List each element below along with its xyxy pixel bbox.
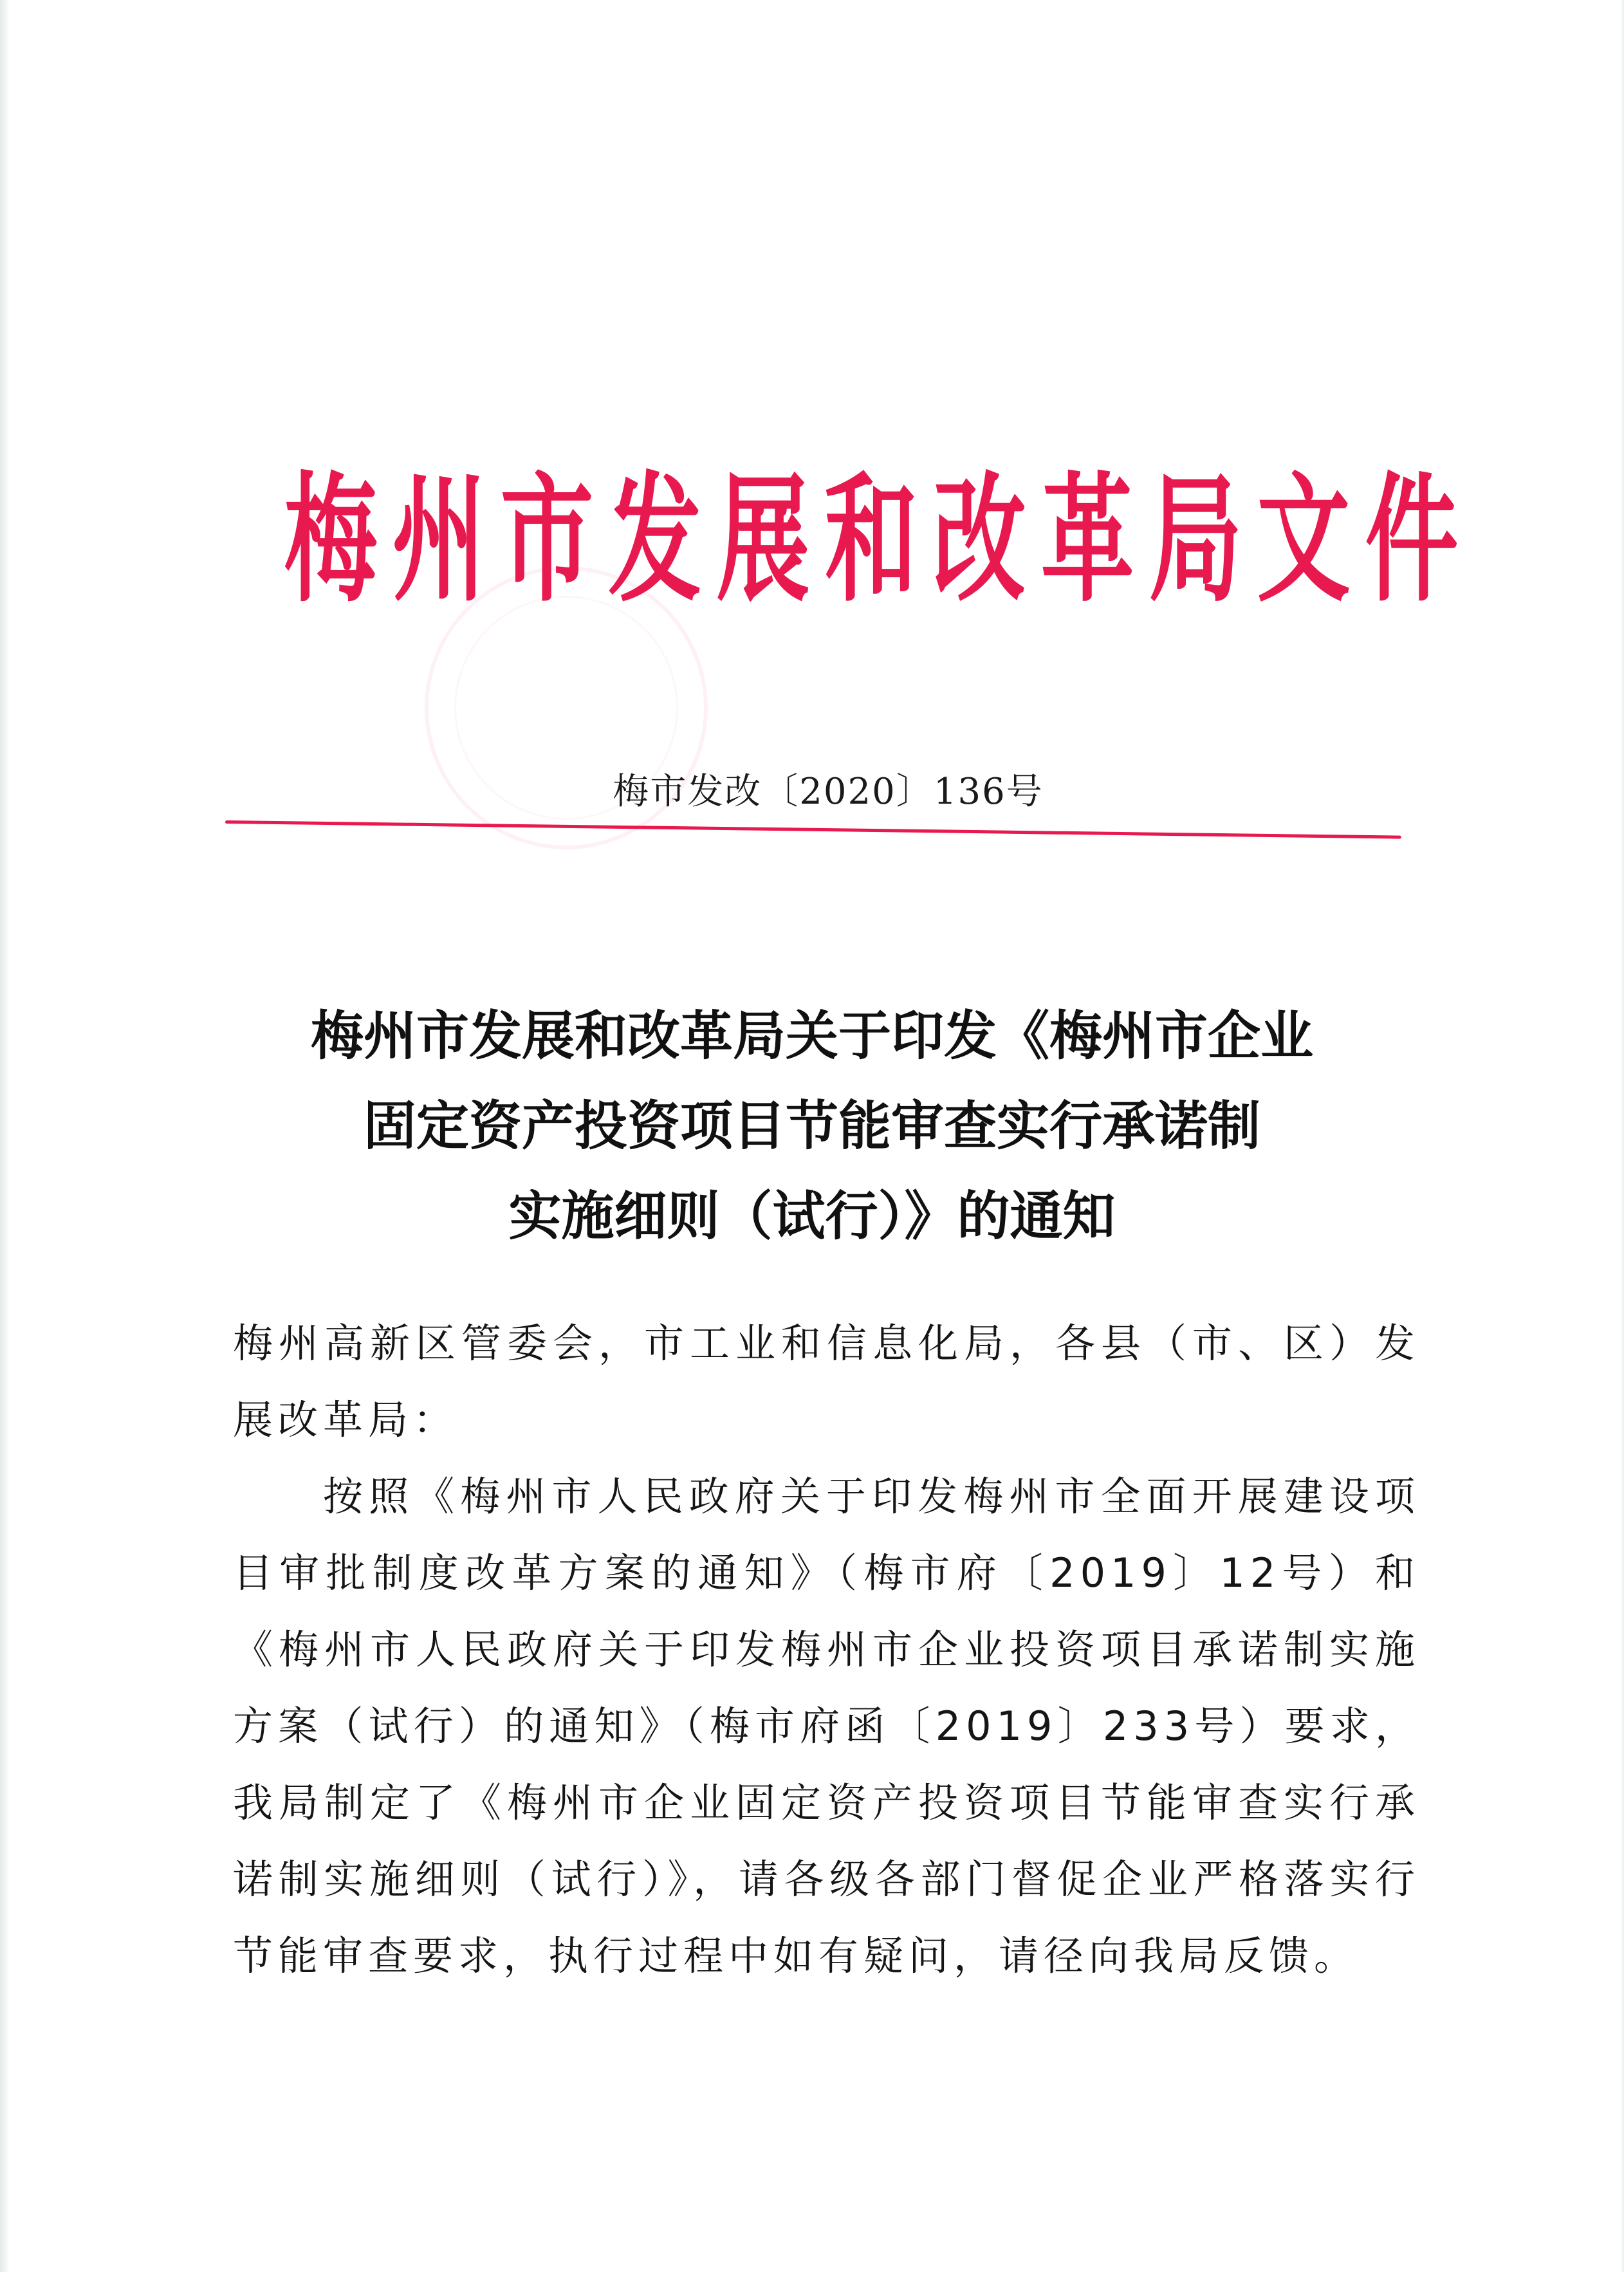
issuer-red-header: [277, 457, 1459, 621]
title-line-3: 实施细则（试行）》的通知: [508, 1185, 1116, 1247]
document-number: 梅市发改〔2020〕136号: [613, 771, 1044, 813]
header-char: 文: [1257, 457, 1351, 621]
header-char: 展: [716, 457, 810, 621]
header-char: 市: [500, 457, 594, 621]
header-char: 发: [608, 457, 702, 621]
title-line-2: 固定资产投资项目节能审查实行承诺制: [363, 1095, 1260, 1157]
header-char: 局: [1149, 457, 1242, 621]
scan-edge-right: [1620, 0, 1624, 2272]
body-paragraph: 按照《梅州市人民政府关于印发梅州市全面开展建设项目审批制度改革方案的通知》（梅市府〔2019〕12号）和《梅州市人民政府关于印发梅州市企业投资项目承诺制实施方案（试行）的通知》（梅市府函〔2019〕233号）要求，我局制定了《梅州市企业固定资产投资项目节能审查实行承诺制实施细则（试行）》，请各级各部门督促企业严格落实行节能审查要求，执行过程中如有疑问，请径向我局反馈。: [233, 1473, 1420, 1979]
header-char: 改: [932, 457, 1026, 621]
document-title: [193, 991, 1431, 1261]
header-char: 梅: [284, 457, 378, 621]
header-char: 革: [1040, 457, 1134, 621]
scan-edge-left: [0, 0, 9, 2272]
red-divider-rule: [225, 820, 1401, 839]
document-body: [233, 1305, 1420, 1994]
salutation: 梅州高新区管委会，市工业和信息化局，各县（市、区）发展改革局：: [233, 1320, 1420, 1443]
title-line-1: 梅州市发展和改革局关于印发《梅州市企业: [310, 1005, 1313, 1067]
header-char: 州: [392, 457, 486, 621]
header-char: 件: [1365, 457, 1459, 621]
header-char: 和: [824, 457, 918, 621]
